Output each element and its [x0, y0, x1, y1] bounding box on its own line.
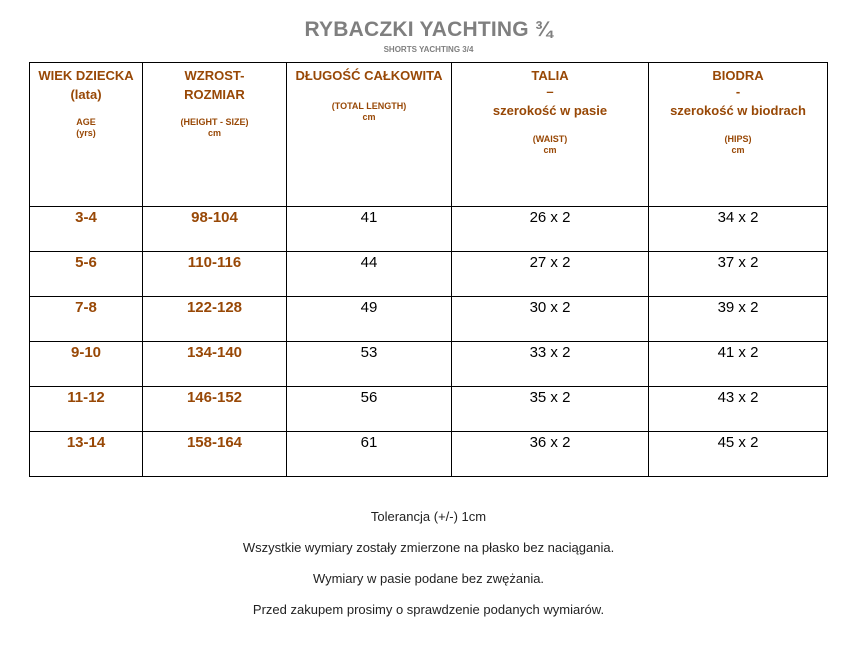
cell-hips: 39 x 2: [649, 297, 828, 342]
cell-height: 98-104: [143, 207, 287, 252]
cell-height: 158-164: [143, 432, 287, 477]
note-measurement: Wszystkie wymiary zostały zmierzone na płasko bez naciągania.: [242, 540, 615, 555]
size-table: [29, 62, 828, 477]
header-height: [143, 63, 287, 207]
note-check: Przed zakupem prosimy o sprawdzenie podanych wymiarów.: [252, 602, 605, 617]
cell-length: 44: [287, 252, 452, 297]
table-row: [30, 342, 828, 387]
header-hips-label: BIODRA: [712, 68, 764, 83]
header-hips-en: (HIPS): [724, 134, 752, 144]
header-age: [30, 63, 143, 207]
header-height-unit: cm: [207, 128, 221, 138]
header-length-label: DŁUGOŚĆ CAŁKOWITA: [295, 68, 443, 83]
header-waist-desc: szerokość w pasie: [492, 103, 608, 118]
header-height-label-2: ROZMIAR: [184, 87, 245, 102]
cell-waist: 30 x 2: [452, 297, 649, 342]
cell-age: 13-14: [30, 432, 143, 477]
cell-length: 61: [287, 432, 452, 477]
cell-waist: 33 x 2: [452, 342, 649, 387]
cell-age: 11-12: [30, 387, 143, 432]
cell-age: 5-6: [30, 252, 143, 297]
cell-length: 53: [287, 342, 452, 387]
cell-height: 146-152: [143, 387, 287, 432]
header-hips-unit: cm: [731, 145, 745, 155]
cell-age: 9-10: [30, 342, 143, 387]
cell-height: 110-116: [143, 252, 287, 297]
cell-hips: 37 x 2: [649, 252, 828, 297]
cell-length: 56: [287, 387, 452, 432]
cell-hips: 43 x 2: [649, 387, 828, 432]
table-row: [30, 432, 828, 477]
cell-age: 7-8: [30, 297, 143, 342]
table-row: [30, 207, 828, 252]
header-hips-dash: -: [735, 84, 741, 99]
note-waist: Wymiary w pasie podane bez zwężania.: [312, 571, 545, 586]
cell-age: 3-4: [30, 207, 143, 252]
notes-section: [0, 508, 857, 632]
cell-length: 49: [287, 297, 452, 342]
table-row: [30, 297, 828, 342]
header-waist-dash: –: [546, 84, 554, 99]
table-header-row: [30, 63, 828, 207]
header-waist-label: TALIA: [531, 68, 569, 83]
header-age-label: WIEK DZIECKA: [38, 68, 134, 83]
header-waist: [452, 63, 649, 207]
cell-waist: 35 x 2: [452, 387, 649, 432]
page-title: RYBACZKI YACHTING ¾: [304, 18, 553, 41]
table-row: [30, 387, 828, 432]
table-row: [30, 252, 828, 297]
cell-waist: 26 x 2: [452, 207, 649, 252]
cell-waist: 27 x 2: [452, 252, 649, 297]
cell-waist: 36 x 2: [452, 432, 649, 477]
header-hips-desc: szerokość w biodrach: [670, 103, 806, 118]
header-age-en: AGE: [76, 117, 96, 127]
header-waist-en: (WAIST): [532, 134, 568, 144]
header-waist-unit: cm: [543, 145, 557, 155]
page-subtitle: SHORTS YACHTING 3/4: [383, 45, 474, 54]
cell-hips: 45 x 2: [649, 432, 828, 477]
header-length: [287, 63, 452, 207]
header-length-unit: cm: [362, 112, 376, 122]
cell-height: 134-140: [143, 342, 287, 387]
header-hips: [649, 63, 828, 207]
header-height-en: (HEIGHT - SIZE): [180, 117, 249, 127]
header-height-label: WZROST-: [184, 68, 245, 83]
header-length-en: (TOTAL LENGTH): [331, 101, 407, 111]
header-age-unit: (lata): [70, 87, 102, 102]
cell-hips: 34 x 2: [649, 207, 828, 252]
cell-hips: 41 x 2: [649, 342, 828, 387]
cell-height: 122-128: [143, 297, 287, 342]
note-tolerance: Tolerancja (+/-) 1cm: [370, 509, 487, 524]
header-age-en-unit: (yrs): [76, 128, 96, 138]
cell-length: 41: [287, 207, 452, 252]
